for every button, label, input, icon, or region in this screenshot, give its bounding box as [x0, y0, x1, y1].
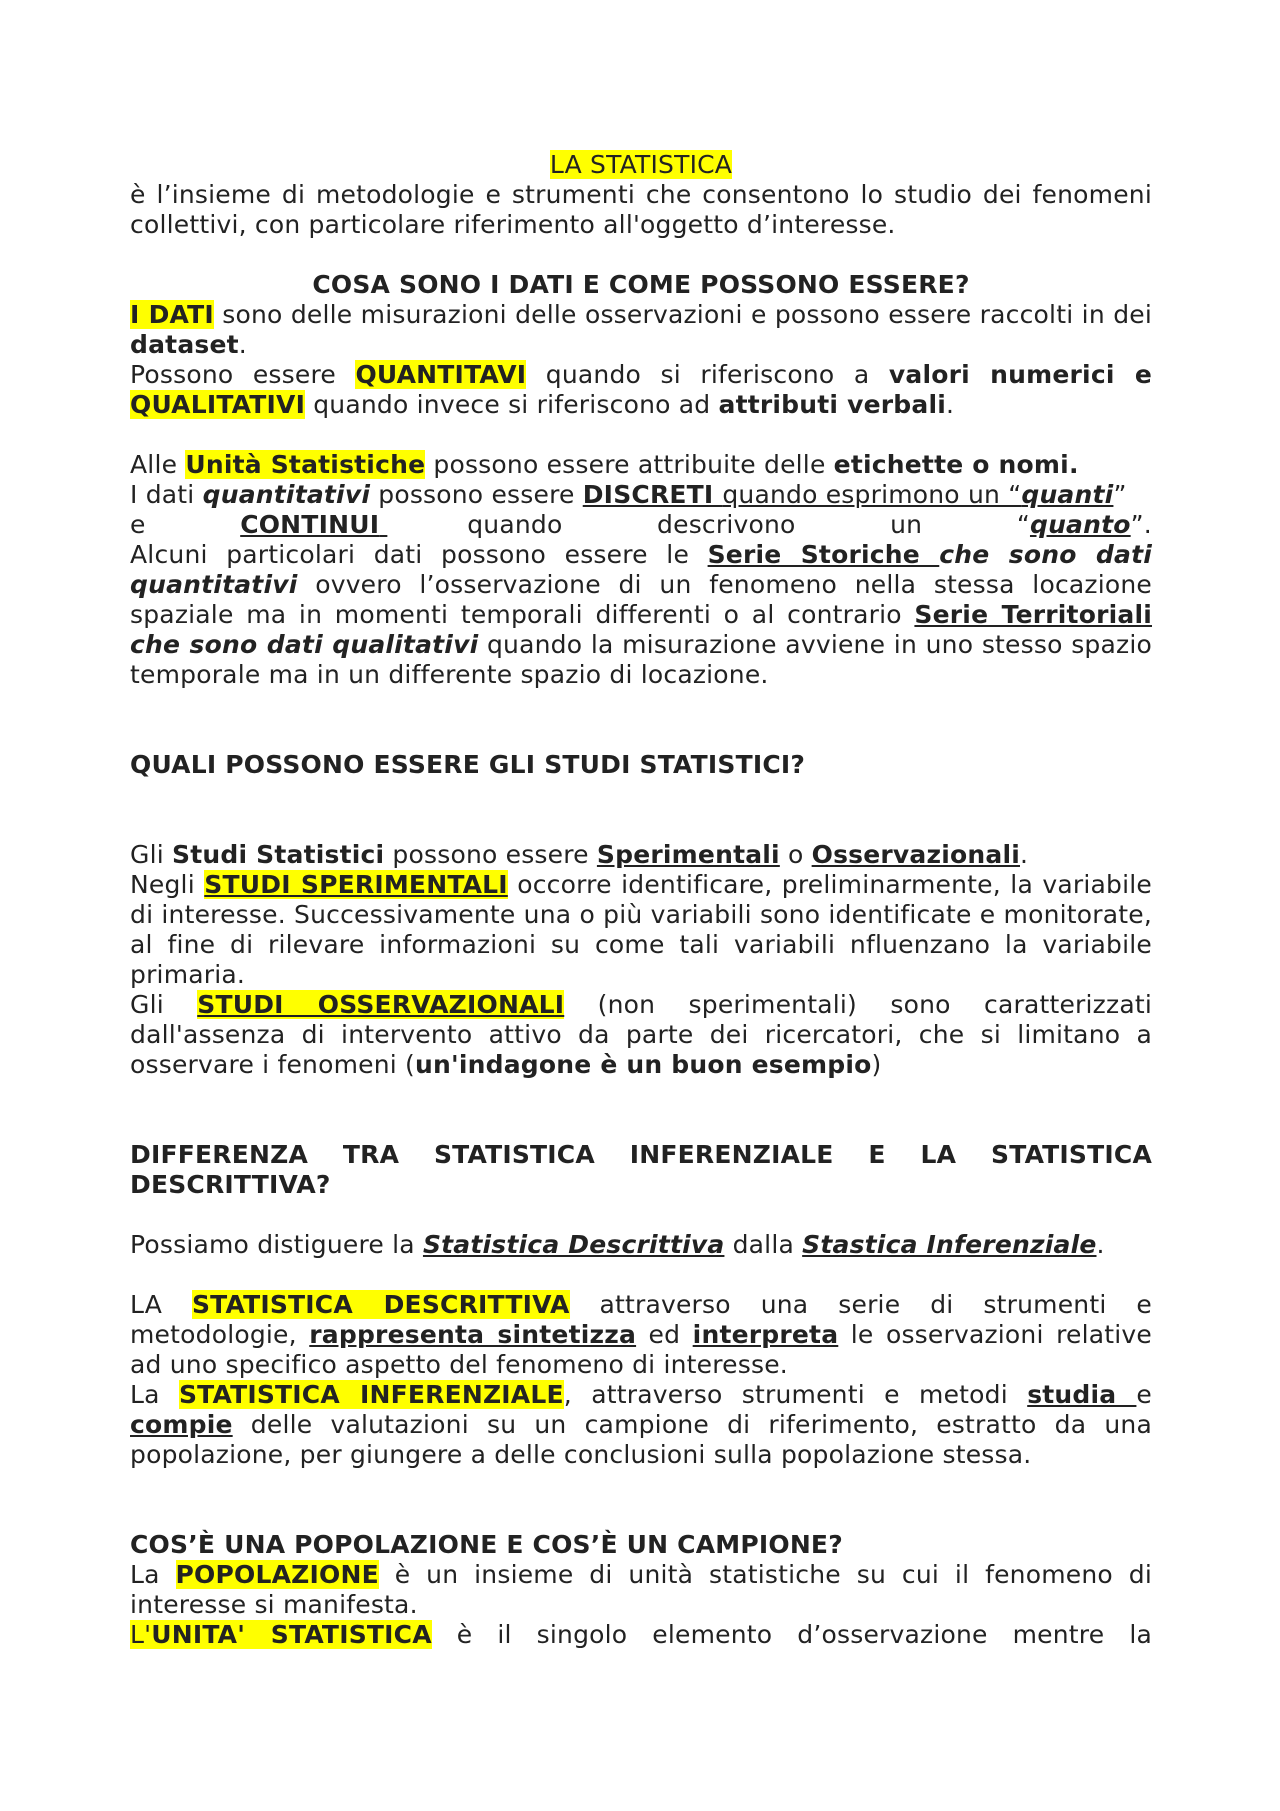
term-popolazione: POPOLAZIONE [175, 1560, 379, 1589]
paragraph-unita-statistica: L'UNITA' STATISTICA è il singolo elemento d’osservazione mentre la [130, 1620, 1152, 1649]
term-i-dati: I DATI [130, 300, 214, 329]
term-serie-territoriali: Serie Territoriali [914, 600, 1152, 629]
term-unita-statistica: UNITA' STATISTICA [151, 1620, 432, 1649]
term-studi-sperimentali: STUDI SPERIMENTALI [204, 870, 508, 899]
term-statistica-inferenziale-hl: STATISTICA INFERENZIALE [178, 1380, 564, 1409]
section-heading-popolazione: COS’È UNA POPOLAZIONE E COS’È UN CAMPIONE? [130, 1530, 843, 1559]
title-text: LA STATISTICA [549, 150, 733, 179]
term-unita-statistiche: Unità Statistiche [185, 450, 426, 479]
term-osservazionali: Osservazionali [811, 840, 1020, 869]
paragraph-studi: Gli Studi Statistici possono essere Sperimentali o Osservazionali. [130, 840, 1029, 869]
paragraph-serie: Alcuni particolari dati possono essere le Serie Storiche che sono dati quantitativi ovvero l’osservazione di un fenomeno nella stessa locazione spaziale ma in momenti temporali differenti o al contrario Serie Territoriali che sono dati qualitativi quando la misurazione avviene in uno stesso spazio temporale ma in un differente spazio di locazione. [130, 540, 1152, 689]
term-statistica-descrittiva-hl: STATISTICA DESCRITTIVA [191, 1290, 570, 1319]
paragraph-distiguere: Possiamo distiguere la Statistica Descrittiva dalla Stastica Inferenziale. [130, 1230, 1105, 1259]
term-discreti: DISCRETI [582, 480, 723, 509]
doc-title [130, 150, 1152, 180]
term-sperimentali: Sperimentali [596, 840, 780, 869]
paragraph-inferenziale: La STATISTICA INFERENZIALE, attraverso strumenti e metodi studia e compie delle valutazioni su un campione di riferimento, estratto da una popolazione, per giungere a delle conclusioni sulla popolazione stessa. [130, 1380, 1153, 1469]
paragraph-continui: e CONTINUI quando descrivono un “quanto”. [130, 510, 1152, 539]
paragraph-quantitativi: Possono essere QUANTITAVI quando si riferiscono a valori numerici e QUALITATIVI quando invece si riferiscono ad attributi verbali. [130, 360, 1153, 419]
paragraph-discreti: I dati quantitativi possono essere DISCRETI quando esprimono un “quanti” [130, 480, 1127, 509]
term-statistica-descrittiva: Statistica Descrittiva [422, 1230, 725, 1259]
paragraph-dati: I DATI sono delle misurazioni delle osservazioni e possono essere raccolti in dei dataset. [130, 300, 1152, 359]
term-continui: CONTINUI [240, 510, 380, 539]
section-heading-differenza: DIFFERENZA TRA STATISTICA INFERENZIALE E LA STATISTICA DESCRITTIVA? [130, 1140, 1152, 1199]
term-studi-osservazionali: STUDI OSSERVAZIONALI [197, 990, 565, 1019]
section-heading-studi: QUALI POSSONO ESSERE GLI STUDI STATISTICI? [130, 750, 806, 779]
paragraph-unita: Alle Unità Statistiche possono essere attribuite delle etichette o nomi. [130, 450, 1079, 479]
paragraph-descrittiva: LA STATISTICA DESCRITTIVA attraverso una serie di strumenti e metodologie, rappresenta sintetizza ed interpreta le osservazioni relative ad uno specifico aspetto del fenomeno di interesse. [130, 1290, 1152, 1379]
paragraph-studi-osservazionali: Gli STUDI OSSERVAZIONALI (non sperimentali) sono caratterizzati dall'assenza di intervento attivo da parte dei ricercatori, che si limitano a osservare i fenomeni (un'indagone è un buon esempio) [130, 990, 1152, 1079]
section-heading-dati: COSA SONO I DATI E COME POSSONO ESSERE? [312, 270, 970, 299]
term-quantitavi: QUANTITAVI [355, 360, 527, 389]
paragraph-studi-sperimentali: Negli STUDI SPERIMENTALI occorre identificare, preliminarmente, la variabile di interesse. Successivamente una o più variabili sono identificate e monitorate, al fine di rilevare informazioni su come tali variabili nfluenzano la variabile primaria. [130, 870, 1152, 989]
document-page [130, 150, 1152, 1650]
term-qualitativi: QUALITATIVI [130, 390, 306, 419]
term-serie-storiche: Serie Storiche [707, 540, 940, 569]
intro-paragraph: è l’insieme di metodologie e strumenti che consentono lo studio dei fenomeni collettivi, con particolare riferimento all'oggetto d’interesse. [130, 180, 1152, 239]
paragraph-popolazione: La POPOLAZIONE è un insieme di unità statistiche su cui il fenomeno di interesse si manifesta. [130, 1560, 1152, 1619]
term-stastica-inferenziale: Stastica Inferenziale [802, 1230, 1097, 1259]
